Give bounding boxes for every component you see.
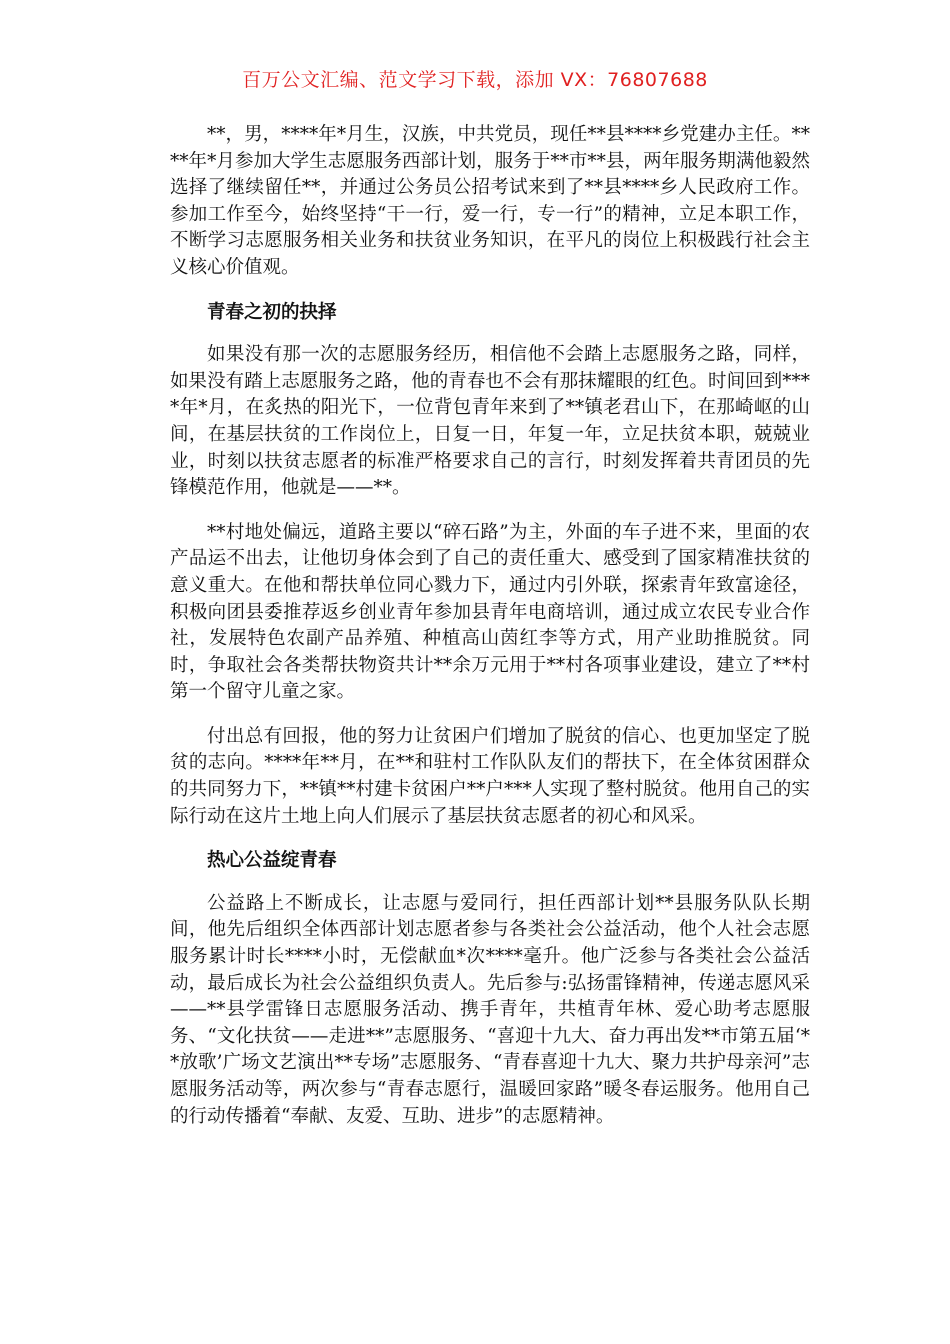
page-header: 百万公文汇编、范文学习下载，添加 VX：76807688 bbox=[242, 69, 708, 91]
paragraph-3: 付出总有回报，他的努力让贫困户们增加了脱贫的信心、也更加坚定了脱贫的志向。****年**月，在**和驻村工作队队友们的帮扶下，在全体贫困群众的共同努力下，**镇**村建卡贫困户**户***人实现了整村脱贫。他用自己的实际行动在这片土地上向人们展示了基层扶贫志愿者的初心和风采。 bbox=[170, 725, 810, 827]
paragraph-4: 公益路上不断成长，让志愿与爱同行，担任西部计划**县服务队队长期间，他先后组织全体西部计划志愿者参与各类社会公益活动，他个人社会志愿服务累计时长****小时，无偿献血*次****毫升。他广泛参与各类社会公益活动，最后成长为社会公益组织负责人。先后参与:弘扬雷锋精神，传递志愿风采——**县学雷锋日志愿服务活动、携手青年，共植青年林、爱心助考志愿服务、“文化扶贫——走进**”志愿服务、“喜迎十九大、奋力再出发**市第五届‘**放歌’广场文艺演出**专场”志愿服务、“青春喜迎十九大、聚力共护母亲河”志愿服务活动等，两次参与“青春志愿行，温暖回家路”暖冬春运服务。他用自己的行动传播着“奉献、友爱、互助、进步”的志愿精神。 bbox=[170, 892, 810, 1127]
section-heading-2: 热心公益绽青春 bbox=[207, 850, 337, 872]
paragraph-2: **村地处偏远，道路主要以“碎石路”为主，外面的车子进不来，里面的农产品运不出去，让他切身体会到了自己的责任重大、感受到了国家精准扶贫的意义重大。在他和帮扶单位同心戮力下，通过内引外联，探索青年致富途径，积极向团县委推荐返乡创业青年参加县青年电商培训，通过成立农民专业合作社，发展特色农副产品养殖、种植高山茵红李等方式，用产业助推脱贫。同时，争取社会各类帮扶物资共计**余万元用于**村各项事业建设，建立了**村第一个留守儿童之家。 bbox=[170, 521, 810, 703]
paragraph-1: 如果没有那一次的志愿服务经历，相信他不会踏上志愿服务之路，同样，如果没有踏上志愿服务之路，他的青春也不会有那抹耀眼的红色。时间回到****年*月，在炙热的阳光下，一位背包青年来到了**镇老君山下，在那崎岖的山间，在基层扶贫的工作岗位上，日复一日，年复一年，立足扶贫本职，兢兢业业，时刻以扶贫志愿者的标准严格要求自己的言行，时刻发挥着共青团员的先锋模范作用，他就是——**。 bbox=[170, 344, 810, 499]
article-body bbox=[170, 122, 810, 1148]
intro-paragraph: **，男，****年*月生，汉族，中共党员，现任**县****乡党建办主任。****年*月参加大学生志愿服务西部计划，服务于**市**县，两年服务期满他毅然选择了继续留任**，并通过公务员公招考试来到了**县****乡人民政府工作。参加工作至今，始终坚持“干一行，爱一行，专一行”的精神，立足本职工作，不断学习志愿服务相关业务和扶贫业务知识，在平凡的岗位上积极践行社会主义核心价值观。 bbox=[170, 124, 810, 278]
section-heading-1: 青春之初的抉择 bbox=[207, 301, 337, 323]
